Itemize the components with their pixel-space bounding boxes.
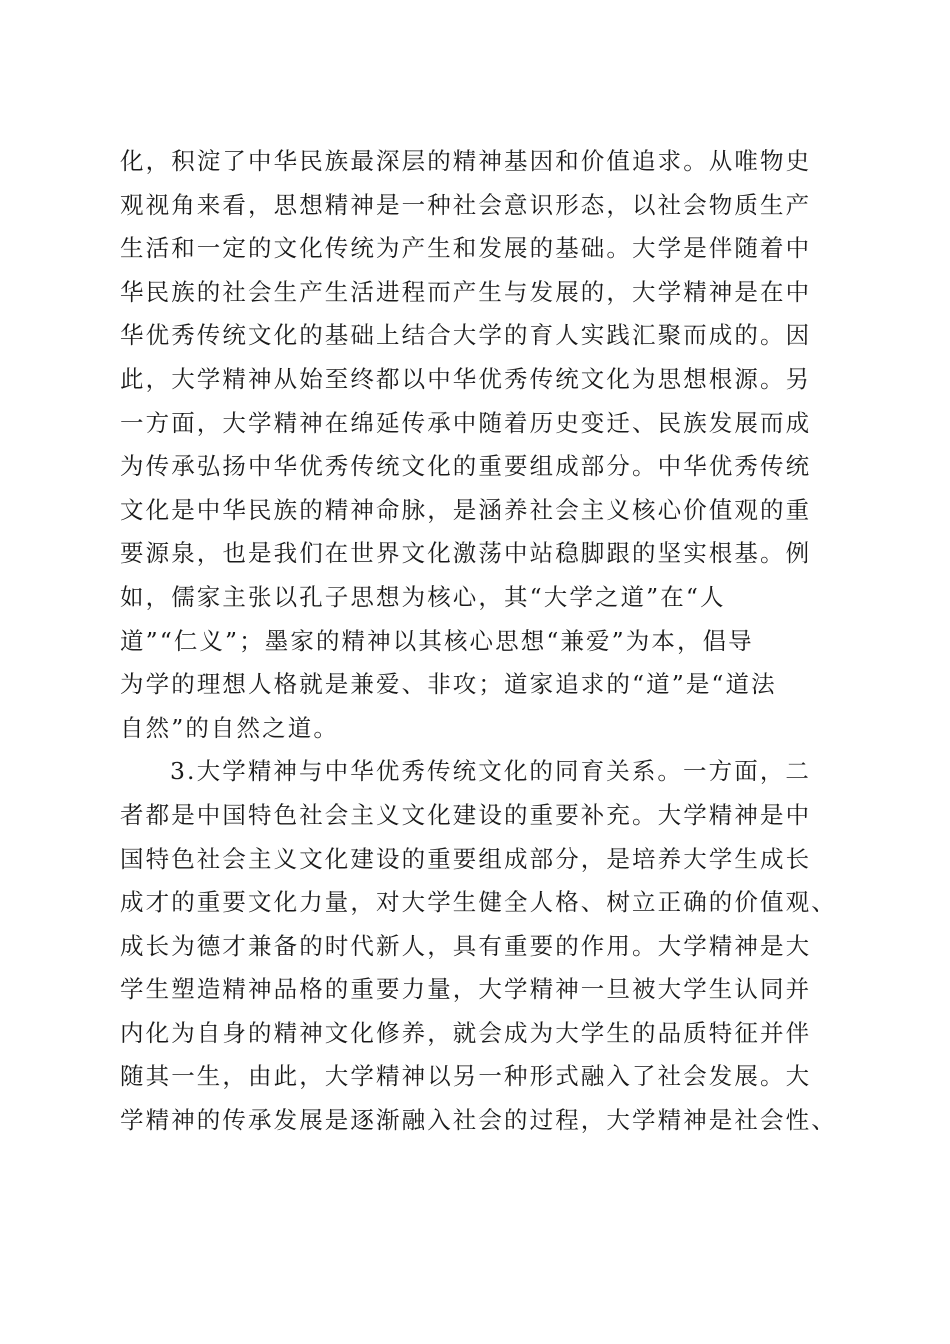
section-heading-line: 3.大学精神与中华优秀传统文化的同育关系。一方面，二	[170, 757, 812, 786]
text-line: 内化为自身的精神文化修养，就会成为大学生的品质特征并伴	[120, 1018, 812, 1047]
body-text	[120, 140, 840, 1143]
text-line: 此，大学精神从始至终都以中华优秀传统文化为思想根源。另	[120, 364, 812, 393]
text-line: 为传承弘扬中华优秀传统文化的重要组成部分。中华优秀传统	[120, 452, 812, 481]
text-line: 学生塑造精神品格的重要力量，大学精神一旦被大学生认同并	[120, 975, 812, 1004]
text-line: 学精神的传承发展是逐渐融入社会的过程，大学精神是社会性、	[120, 1106, 837, 1135]
text-line: 华民族的社会生产生活进程而产生与发展的，大学精神是在中	[120, 277, 812, 306]
text-line: 化，积淀了中华民族最深层的精神基因和价值追求。从唯物史	[120, 147, 812, 175]
text-line: 随其一生，由此，大学精神以另一种形式融入了社会发展。大	[120, 1062, 812, 1091]
text-line: 成才的重要文化力量，对大学生健全人格、树立正确的价值观、	[120, 888, 837, 917]
text-line: 如，儒家主张以孔子思想为核心，其“大学之道”在“人	[120, 582, 726, 611]
text-line: 成长为德才兼备的时代新人，具有重要的作用。大学精神是大	[120, 931, 812, 960]
text-line: 自然”的自然之道。	[120, 713, 339, 742]
text-line: 一方面，大学精神在绵延传承中随着历史变迁、民族发展而成	[120, 408, 812, 437]
text-line: 生活和一定的文化传统为产生和发展的基础。大学是伴随着中	[120, 234, 812, 263]
text-line: 文化是中华民族的精神命脉，是涵养社会主义核心价值观的重	[120, 495, 812, 524]
text-line: 道”“仁义”；墨家的精神以其核心思想“兼爱”为本，倡导	[120, 626, 754, 655]
text-line: 国特色社会主义文化建设的重要组成部分，是培养大学生成长	[120, 844, 812, 873]
text-line: 为学的理想人格就是兼爱、非攻；道家追求的“道”是“道法	[120, 670, 777, 699]
text-line: 者都是中国特色社会主义文化建设的重要补充。大学精神是中	[120, 800, 812, 829]
text-line: 要源泉，也是我们在世界文化激荡中站稳脚跟的坚实根基。例	[120, 539, 812, 568]
text-line: 观视角来看，思想精神是一种社会意识形态，以社会物质生产	[120, 190, 812, 219]
text-line: 华优秀传统文化的基础上结合大学的育人实践汇聚而成的。因	[120, 321, 812, 350]
